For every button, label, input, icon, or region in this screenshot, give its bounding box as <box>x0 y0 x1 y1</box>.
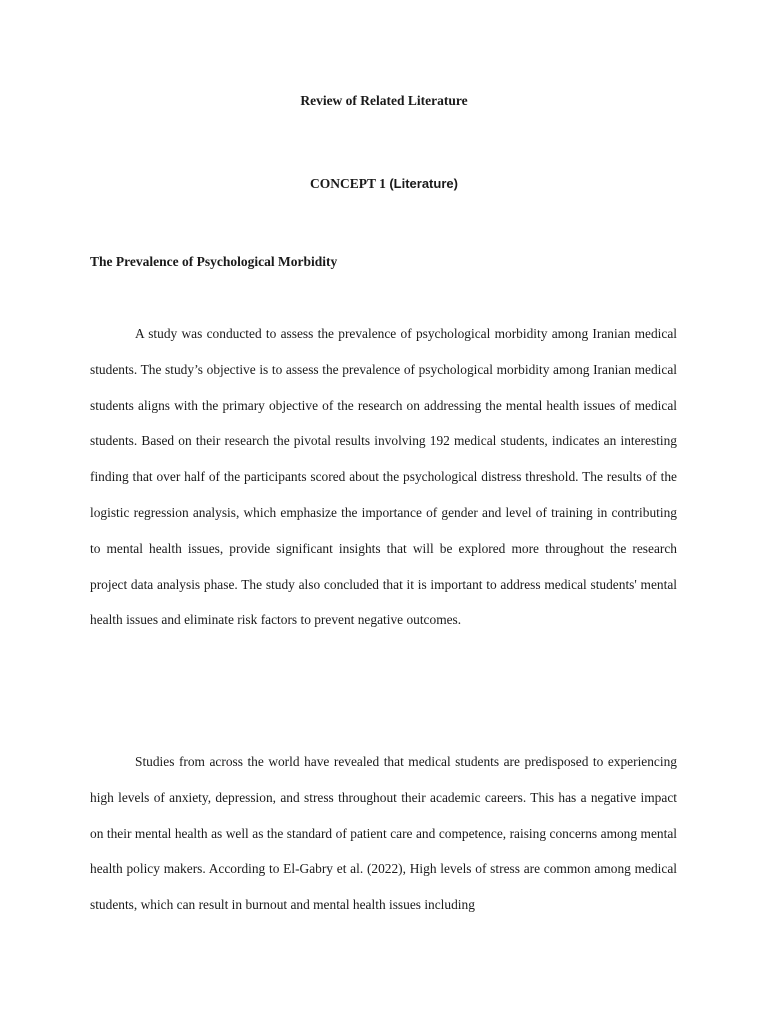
concept-heading <box>0 176 768 192</box>
body-paragraph: Studies from across the world have revealed that medical students are predisposed to experiencing high levels of anxiety, depression, and stress throughout their academic careers. This has a negative impact on their mental health as well as the standard of patient care and competence, raising concerns among mental health policy makers. According to El-Gabry et al. (2022), High levels of stress are common among medical students, which can result in burnout and mental health issues including <box>90 754 677 913</box>
section-heading: The Prevalence of Psychological Morbidity <box>90 254 338 269</box>
document-title: Review of Related Literature <box>300 93 468 108</box>
concept-heading-main: CONCEPT 1 <box>310 176 390 191</box>
body-paragraph: A study was conducted to assess the prevalence of psychological morbidity among Iranian medical students. The study’s objective is to assess the prevalence of psychological morbidity among Iranian medical students aligns with the primary objective of the research on addressing the mental health issues of medical students. Based on their research the pivotal results involving 192 medical students, indicates an interesting finding that over half of the participants scored about the psychological distress threshold. The results of the logistic regression analysis, which emphasize the importance of gender and level of training in contributing to mental health issues, provide significant insights that will be explored more throughout the research project data analysis phase. The study also concluded that it is important to address medical students' mental health issues and eliminate risk factors to prevent negative outcomes. <box>90 326 677 628</box>
concept-heading-paren: (Literature) <box>389 176 458 191</box>
